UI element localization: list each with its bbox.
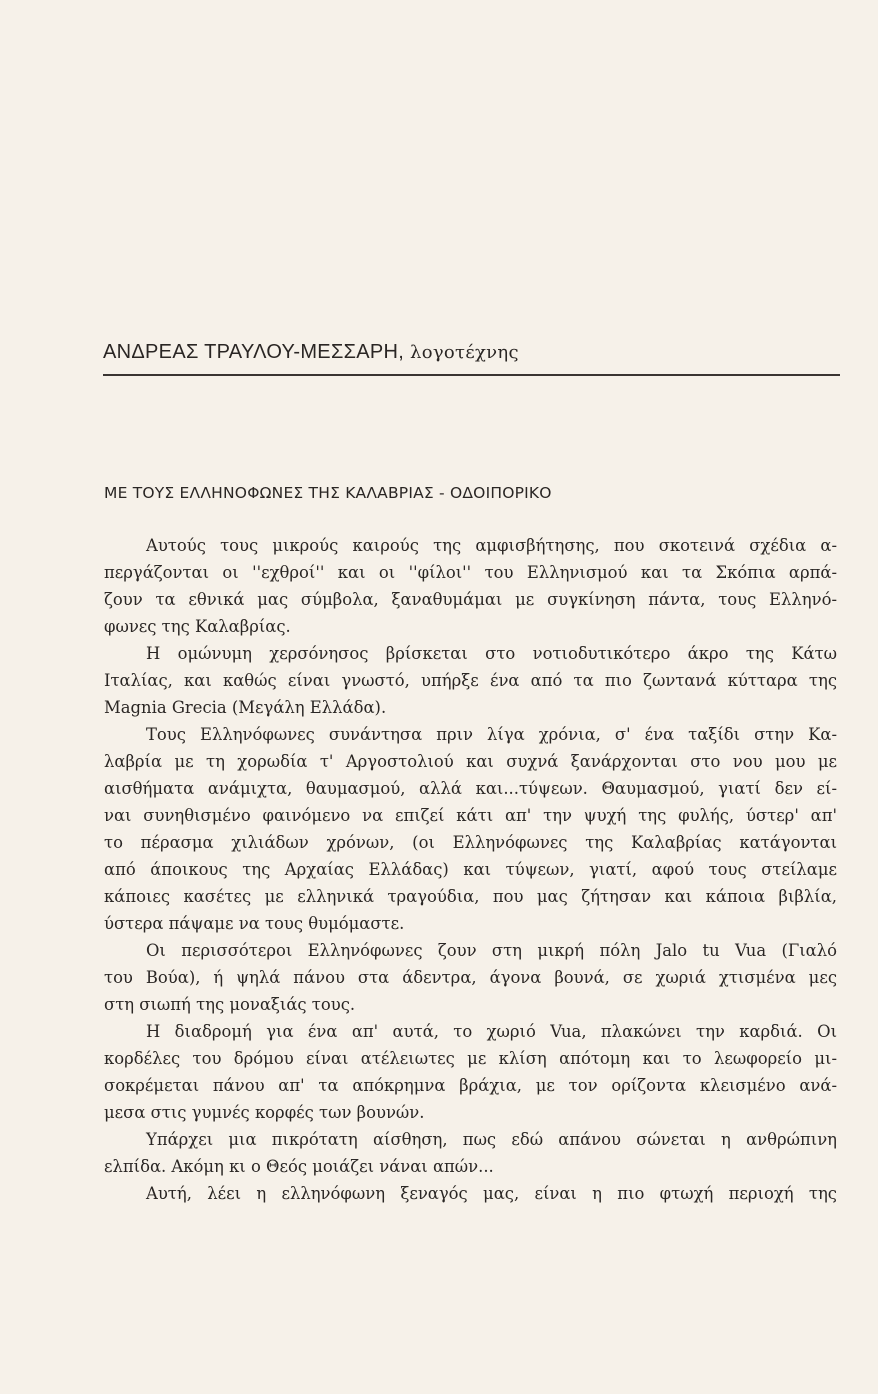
author-name: ΑΝΔΡΕΑΣ ΤΡΑΥΛΟΥ-ΜΕΣΣΑΡΗ, (103, 341, 405, 363)
author-role: λογοτέχνης (410, 342, 519, 363)
text-line: ύστερα πάψαμε να τους θυμόμαστε. (104, 914, 405, 933)
text-line: Αυτούς τους μικρούς καιρούς της αμφισβήτησης, που σκοτεινά σχέδια α- (146, 536, 837, 555)
article-body (104, 532, 837, 1207)
text-line: Magnia Grecia (Μεγάλη Ελλάδα). (104, 698, 387, 717)
text-line: Υπάρχει μια πικρότατη αίσθηση, πως εδώ απάνου σώνεται η ανθρώπινη (146, 1130, 837, 1149)
text-line: Τους Ελληνόφωνες συνάντησα πριν λίγα χρόνια, σ' ένα ταξίδι στην Κα- (146, 725, 837, 744)
text-line: ζουν τα εθνικά μας σύμβολα, ξαναθυμάμαι με συγκίνηση πάντα, τους Ελληνό- (104, 590, 837, 609)
text-line: λαβρία με τη χορωδία τ' Αργοστολιού και συχνά ξανάρχονται στο νου μου με (104, 752, 837, 771)
text-line: κορδέλες του δρόμου είναι ατέλειωτες με κλίση απότομη και το λεωφορείο μι- (104, 1049, 837, 1068)
text-line: Η διαδρομή για ένα απ' αυτά, το χωριό Vua, πλακώνει την καρδιά. Οι (146, 1022, 837, 1041)
text-line: Οι περισσότεροι Ελληνόφωνες ζουν στη μικρή πόλη Jalo tu Vua (Γιαλό (146, 941, 837, 960)
text-line: από άποικους της Αρχαίας Ελλάδας) και τύψεων, γιατί, αφού τους στείλαμε (104, 860, 837, 879)
text-line: Ιταλίας, και καθώς είναι γνωστό, υπήρξε ένα από τα πιο ζωντανά κύτταρα της (104, 671, 837, 690)
text-line: μεσα στις γυμνές κορφές των βουνών. (104, 1103, 425, 1122)
article-title: ΜΕ ΤΟΥΣ ΕΛΛΗΝΟΦΩΝΕΣ ΤΗΣ ΚΑΛΑΒΡΙΑΣ - ΟΔΟΙΠΟΡΙΚΟ (104, 484, 552, 502)
text-line: φωνες της Καλαβρίας. (104, 617, 291, 636)
text-line: κάποιες κασέτες με ελληνικά τραγούδια, που μας ζήτησαν και κάποια βιβλία, (104, 887, 837, 906)
text-line: Αυτή, λέει η ελληνόφωνη ξεναγός μας, είναι η πιο φτωχή περιοχή της (146, 1184, 837, 1203)
text-line: σοκρέμεται πάνου απ' τα απόκρημνα βράχια, με τον ορίζοντα κλεισμένο ανά- (104, 1076, 837, 1095)
author-heading (103, 341, 843, 364)
header-rule (103, 374, 840, 376)
text-line: ελπίδα. Ακόμη κι ο Θεός μοιάζει νάναι απών... (104, 1157, 494, 1176)
text-line: του Βούα), ή ψηλά πάνου στα άδεντρα, άγονα βουνά, σε χωριά χτισμένα μες (104, 968, 837, 987)
text-line: το πέρασμα χιλιάδων χρόνων, (οι Ελληνόφωνες της Καλαβρίας κατάγονται (104, 833, 837, 852)
text-line: αισθήματα ανάμιχτα, θαυμασμού, αλλά και...τύψεων. Θαυμασμού, γιατί δεν εί- (104, 779, 837, 798)
text-line: περγάζονται οι ''εχθροί'' και οι ''φίλοι'' του Ελληνισμού και τα Σκόπια αρπά- (104, 563, 837, 582)
text-line: ναι συνηθισμένο φαινόμενο να επιζεί κάτι απ' την ψυχή της φυλής, ύστερ' απ' (104, 806, 837, 825)
text-line: Η ομώνυμη χερσόνησος βρίσκεται στο νοτιοδυτικότερο άκρο της Κάτω (146, 644, 837, 663)
text-line: στη σιωπή της μοναξιάς τους. (104, 995, 356, 1014)
